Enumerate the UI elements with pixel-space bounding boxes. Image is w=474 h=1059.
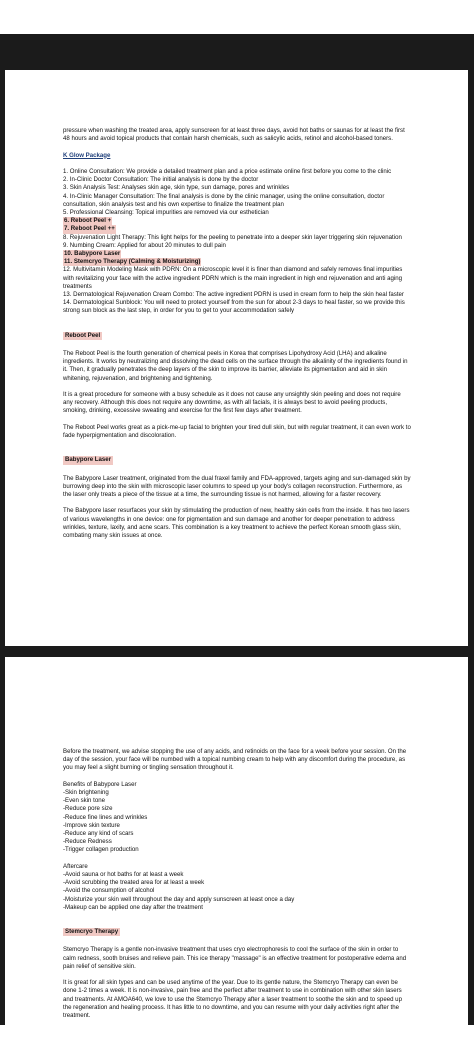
list-item: -Even skin tone (63, 797, 106, 805)
list-item: -Trigger collagen production (63, 846, 139, 854)
list-item: 5. Professional Cleansing: Topical impurities are removed via our esthetician (63, 209, 269, 216)
reboot-paragraph: The Reboot Peel is the fourth generation of chemical peels in Korea that comprises Lipohydroxy Acid (LHA) and alkaline ingredients. It works by neutralizing and dissolving the dead cells on the surface through the alkalinity of the ingredients found in it. Then, it gradually penetrates the deep layers of the skin to improve its barrier, alleviate its pigmentation and aid in skin whitening, rejuvenation, and brightening and tightening. (63, 350, 408, 382)
document-page-2 (5, 657, 468, 1059)
babypore-paragraph: The Babypore laser resurfaces your skin by stimulating the production of new, healthy skin cells from the inside. It has two lasers of various wavelengths in one device: one for pigmentation and sun damage and another for deeper penetration to address wrinkles, texture, laxity, and acne scars. This combination is a key treatment to achieve the perfect Korean smooth glass skin, combating many skin issues at once. (63, 507, 410, 539)
list-item: 12. Multivitamin Modeling Mask with PDRN: On a microscopic level it is finer than diamond and safely removes final impurities with revitalizing your face with the active ingredient PDRN which is the main ingredient in high end rejuvenation and anti aging treatments (63, 266, 403, 290)
package-title: K Glow Package (63, 151, 111, 159)
list-item: -Skin brightening (63, 789, 109, 796)
benefits-title: Benefits of Babypore Laser (63, 780, 137, 788)
list-item: 14. Dermatological Sunblock: You will need to protect yourself from the sun for about 2-3 days to heal faster, so we provide this strong sun block as the last step, in order for you to get to your accommodation safely (63, 299, 405, 315)
list-item: -Moisturize your skin well throughout the day and apply sunscreen at least once a day (63, 895, 295, 903)
list-item: -Reduce pore size (63, 805, 113, 813)
intro-paragraph: pressure when washing the treated area, apply sunscreen for at least three days, avoid hot baths or saunas for at least the first 48 hours and avoid topical products that contain harsh chemicals, such as salicylic acids, retinol and alcohol-based toners. (63, 127, 405, 143)
highlighted-step: 10. Babypore Laser (64, 250, 121, 258)
list-item: -Improve skin texture (63, 821, 120, 829)
list-item: -Reduce fine lines and wrinkles (63, 813, 148, 821)
stemcryo-paragraph: It is great for all skin types and can be used anytime of the year. Due to its gentle nature, the Stemcryo Therapy can even be done 1-2 times a week. It is non-invasive, pain free and the perfect after treatment to use in combination with other skin lasers and treatments. At AMOA640, we love to use the Stemcryo Therapy after a laser treatment to soothe the skin and to speed up the regeneration and healing process. It has little to no downtime, and you can resume with your daily activities right after the treatment. (63, 979, 402, 1020)
stemcryo-paragraph: Stemcryo Therapy is a gentle non-invasive treatment that uses cryo electrophoresis to cool the surface of the skin in order to calm redness, sooth bruises and relieve pain. This ice therapy "massage" is an effective treatment for postoperative edema and pain relief of sensitive skin. (63, 946, 407, 970)
package-steps (63, 168, 412, 316)
list-item: 13. Dermatological Rejuvenation Cream Combo: The active ingredient PDRN is used in cream form to help the skin heal faster (63, 291, 404, 299)
section-title-stemcryo-therapy: Stemcryo Therapy (65, 928, 119, 936)
list-item: -Makeup can be applied one day after the treatment (63, 903, 203, 911)
babypore-paragraph: The Babypore Laser treatment, originated from the dual fraxel family and FDA-approved, targets aging and sun-damaged skin by burrowing deep into the skin with microscopic laser columns to speed up your body's collagen reconstruction. Furthermore, as the laser only treats a piece of the tissue at a time, the surrounding tissue is not harmed, allowing for a faster recovery. (63, 474, 411, 498)
list-item: 4. In-Clinic Manager Consultation: The final analysis is done by the clinic manager, using the online consultation, doctor consultation, skin analysis test and his own expertise to finalize the treatment plan (63, 192, 385, 208)
list-item: -Reduce Redness (63, 838, 112, 846)
top-margin (0, 0, 474, 34)
before-treatment-paragraph: Before the treatment, we advise stopping the use of any acids, and retinoids on the face for a week before your session. On the day of the session, your face will be numbed with a topical numbing cream to help with any discomfort during the procedure, as you may feel a slight burning or tingling sensation throughout it. (63, 748, 407, 772)
aftercare-title: Aftercare (63, 862, 88, 870)
list-item: 9. Numbing Cream: Applied for about 20 minutes to dull pain (63, 241, 226, 249)
highlighted-step: 6. Reboot Peel + (64, 217, 112, 225)
list-item: 1. Online Consultation: We provide a detailed treatment plan and a price estimate online first before you come to the clinic (63, 167, 392, 175)
list-item: 2. In-Clinic Doctor Consultation: The initial analysis is done by the doctor (63, 176, 259, 184)
list-item: -Reduce any kind of scars (63, 830, 134, 838)
list-item: 3. Skin Analysis Test: Analyses skin age, skin type, sun damage, pores and wrinkles (63, 184, 290, 192)
highlighted-step: 7. Reboot Peel ++ (64, 225, 115, 233)
list-item: -Avoid sauna or hot baths for at least a week (63, 871, 184, 879)
section-title-babypore-laser: Babypore Laser (65, 456, 112, 464)
aftercare-list (63, 871, 412, 912)
highlighted-step: 11. Stemcryo Therapy (Calming & Moisturizing) (64, 258, 201, 266)
section-title-reboot-peel: Reboot Peel (65, 331, 101, 339)
reboot-paragraph: The Reboot Peel works great as a pick-me-up facial to brighten your tired dull skin, but with regular treatment, it can even work to fade hyperpigmentation and discoloration. (63, 423, 411, 440)
reboot-paragraph: It is a great procedure for someone with a busy schedule as it does not cause any unsightly skin peeling and does not require any recovery. Although this does not require any downtime, as with all facials, it is always best to avoid peeling products, smoking, drinking, excessive sweating and exercise for the first few days after treatment. (63, 391, 401, 415)
benefits-list (63, 789, 412, 855)
document-page-1 (5, 70, 468, 646)
list-item: 8. Rejuvenation Light Therapy: This light helps for the peeling to penetrate into a deeper skin layer triggering skin rejuvenation (63, 233, 402, 241)
list-item: -Avoid scrubbing the treated area for at least a week (63, 879, 205, 887)
document-viewer[interactable] (0, 34, 474, 1025)
list-item: -Avoid the consumption of alcohol (63, 887, 155, 895)
